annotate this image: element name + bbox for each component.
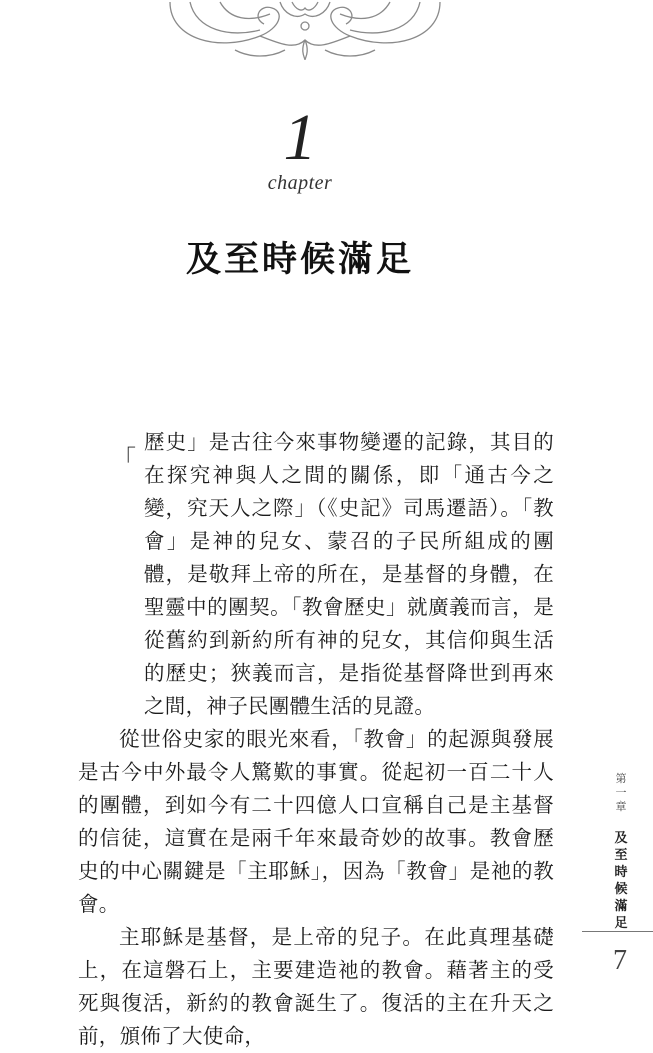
chapter-number: 1 (283, 101, 317, 174)
page-number: 7 (613, 945, 627, 976)
paragraph: 歷史」是古往今來事物變遷的記錄，其目的在探究神與人之間的關係，即「通古今之變，究天人之際」（《史記》司馬遷語）。「教會」是神的兒女、蒙召的子民所組成的團體，是敬拜上帝的所在，是基督的身體，在聖靈中的團契。「教會歷史」就廣義而言，是從舊約到新約所有神的兒女，其信仰與生活的歷史；狹義而言，是指從基督降世到再來之間，神子民團體生活的見證。 (144, 430, 554, 718)
footer-rule (582, 931, 653, 932)
paragraph: 主耶穌是基督，是上帝的兒子。在此真理基礎上，在這磐石上，主要建造祂的教會。藉著主的受死與復活，新約的教會誕生了。復活的主在升天之前，頒佈了大使命， (78, 925, 554, 1048)
sidebar-chapter-title: 及至時候滿足 (614, 831, 628, 931)
chapter-label: chapter (267, 172, 333, 194)
opening-quote-mark: 「 (112, 445, 136, 473)
chapter-title: 及至時候滿足 (185, 240, 414, 280)
sidebar-chapter-label: 第一章 (615, 772, 627, 813)
decorative-ornament (160, 0, 450, 62)
body-text (78, 426, 554, 1053)
paragraph: 從世俗史家的眼光來看，「教會」的起源與發展是古今中外最令人驚歎的事實。從起初一百二十人的團體，到如今有二十四億人口宣稱自己是主基督的信徒，這實在是兩千年來最奇妙的故事。教會歷史的中心關鍵是「主耶穌」，因為「教會」是祂的教會。 (78, 727, 554, 916)
